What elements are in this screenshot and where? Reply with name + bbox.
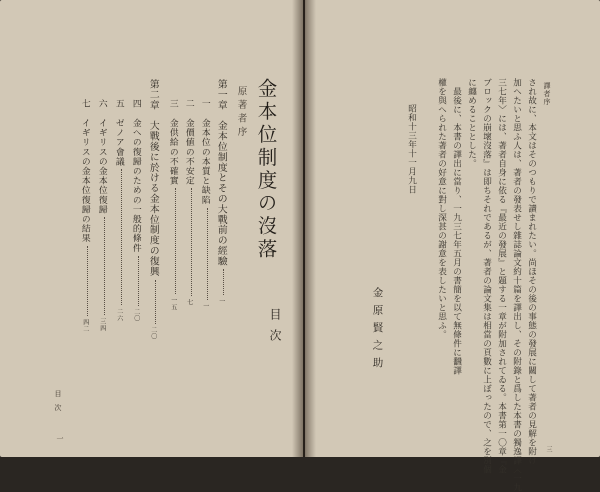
preface-line-2: 加へたいと思ふ人は、著者の發表せし雜誌論文約十篇を譯出し、その附錄と爲した本書の獨逸譯〈一九 <box>511 78 522 492</box>
chapter-1-title: 第一章 金本位制度とその大戰前の經驗 <box>215 79 227 267</box>
page-number-right: 三 <box>545 446 552 452</box>
section-5-title: ゼノア會議 <box>113 118 124 167</box>
section-7-page: 四二 <box>81 319 89 333</box>
preface-line-4: ブロックの崩壞沒落』は即ちそれであるが、著者の論文集は相當の頁數に上ぼったので、之を別個 <box>481 78 492 474</box>
section-1-page: 一 <box>201 302 209 310</box>
book-gutter <box>292 0 316 457</box>
toc-section-7 <box>80 99 89 333</box>
preface-line-1: され故に、本文はそのつもりで讀まれたい。尚ほその後の事態の發展に關して著者の見解を附け <box>526 78 537 465</box>
section-6-title: イギリスの金本位復歸 <box>96 118 107 215</box>
right-page-preface <box>305 0 600 492</box>
chapter-2-entry <box>148 79 158 340</box>
page-number-left: 一 <box>56 435 64 442</box>
section-1-title: 金本位の本質と缺陷 <box>199 118 210 205</box>
section-5-number: 五 <box>113 99 124 109</box>
chapter-2-page: 二〇 <box>149 326 157 340</box>
chapter-1-entry <box>216 79 226 305</box>
preface-date: 昭和十三年十一月九日 <box>406 104 417 194</box>
section-2-title: 金價値の不安定 <box>183 118 194 186</box>
section-6-page: 三四 <box>98 318 106 332</box>
chapter-1-page: 一 <box>217 298 225 305</box>
preface-line-6: 最後に、本書の譯出に當り、一九三七年五月の書簡を以て無條件に飜譯 <box>451 87 462 375</box>
toc-section-2 <box>184 99 193 306</box>
preface-line-5: に纏めることとした。 <box>466 78 477 168</box>
section-4-page: 二〇 <box>132 308 140 323</box>
section-3-number: 三 <box>167 99 178 109</box>
book-title: 金本位制度の沒落 <box>254 78 278 262</box>
section-2-number: 二 <box>183 99 194 109</box>
section-4-number: 四 <box>130 99 141 109</box>
section-3-page: 一五 <box>169 297 177 312</box>
section-2-page: 七 <box>185 299 193 307</box>
section-7-title: イギリスの金本位復歸の結果 <box>79 118 90 244</box>
toc-section-6 <box>97 99 106 332</box>
toc-heading: 目次 <box>268 308 282 350</box>
section-3-title: 金供給の不確實 <box>167 118 178 186</box>
preface-entry: 原著者序 <box>235 86 247 140</box>
toc-section-4 <box>131 99 140 322</box>
preface-line-7: 權を與へられた著者の好意に對し深甚の謝意を表したいと思ふ。 <box>436 78 447 339</box>
toc-section-5 <box>114 99 123 322</box>
left-page-contents <box>0 0 303 457</box>
running-header: 譯者序 <box>543 82 551 106</box>
section-4-title: 金への復歸のための一般的條件 <box>130 118 141 253</box>
section-1-number: 一 <box>199 99 210 109</box>
toc-section-3 <box>168 99 177 311</box>
running-footer: 目 次 <box>54 390 62 411</box>
chapter-2-title: 第二章 大戰後に於ける金本位制度の復興 <box>147 79 159 277</box>
section-5-page: 二六 <box>115 308 123 322</box>
section-7-number: 七 <box>79 99 90 109</box>
translator-name: 金原賢之助 <box>371 287 384 375</box>
section-6-number: 六 <box>96 99 107 109</box>
toc-section-1 <box>200 99 209 309</box>
preface-line-3: 三七年〉には、著者自身に依る『最近の發展』と題する一章が附加されてゐる。本書第一〇章『金 <box>496 78 507 474</box>
